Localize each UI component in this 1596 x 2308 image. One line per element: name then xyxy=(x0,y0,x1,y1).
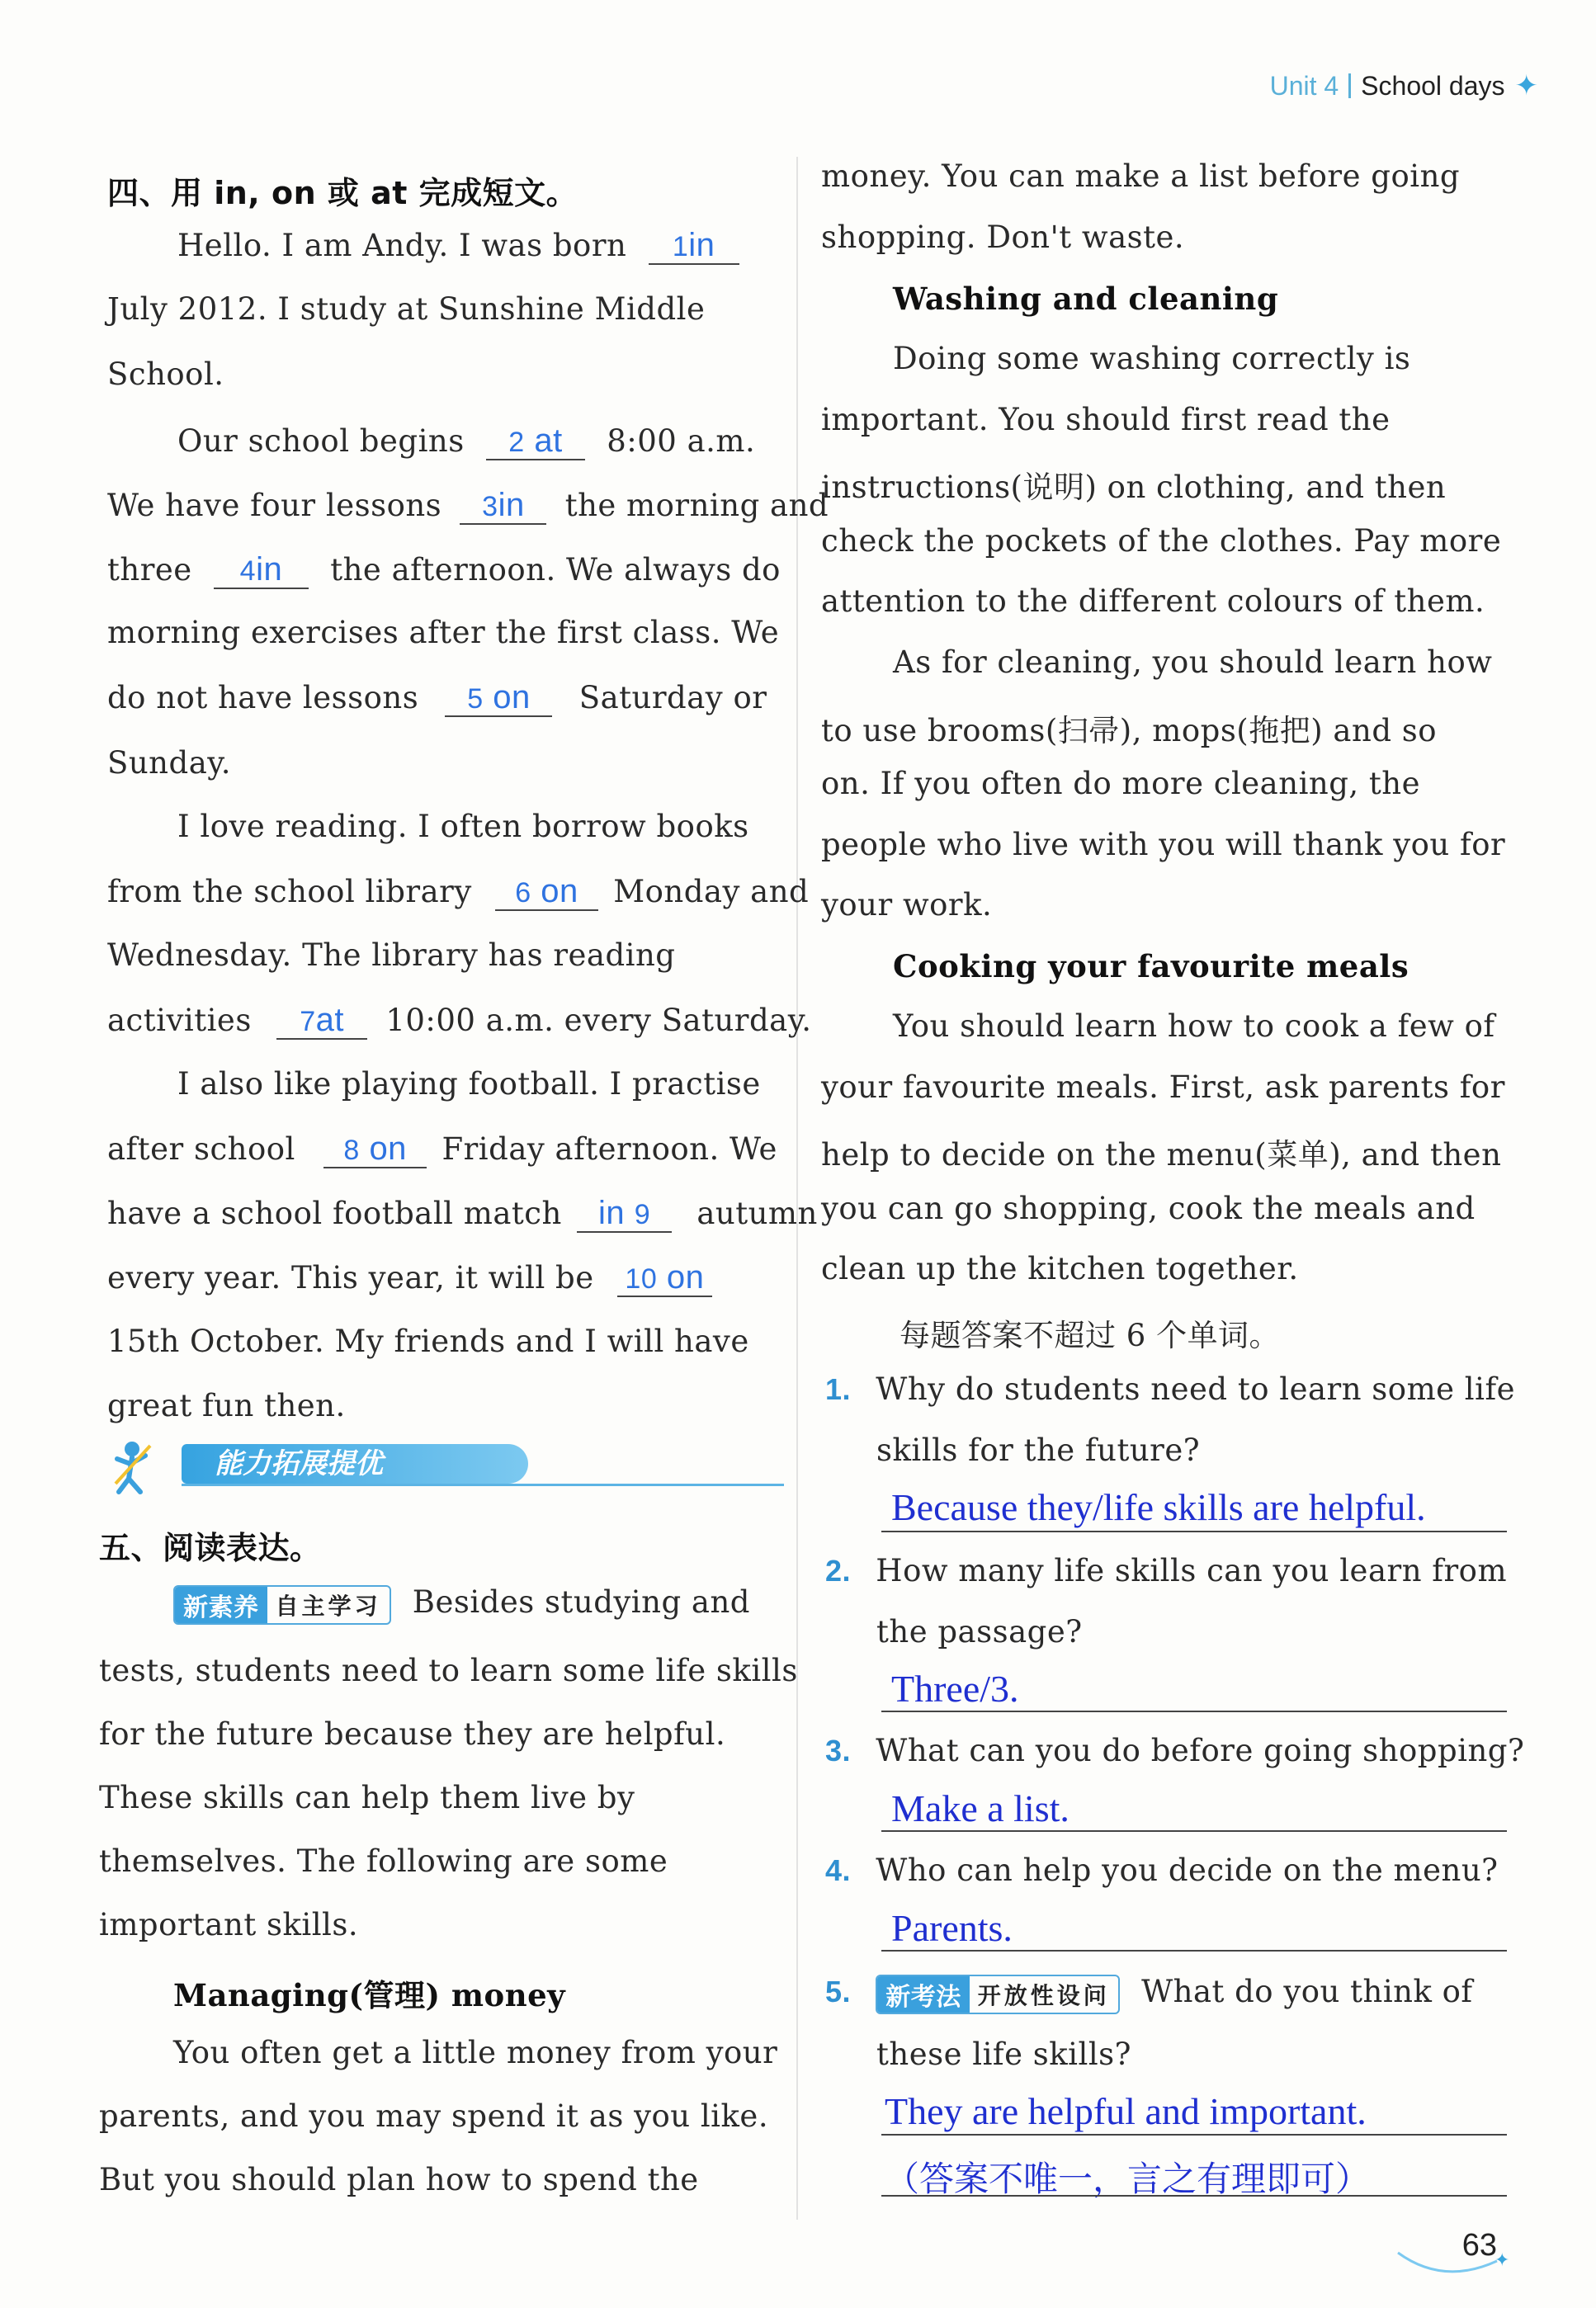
r1-line4: These skills can help them live by xyxy=(99,1780,635,1815)
p1-line1: Hello. I am Andy. I was born 1in xyxy=(177,227,739,265)
rr-line12: your work. xyxy=(821,887,993,923)
r1-line6: important skills. xyxy=(99,1907,359,1942)
page-number: 63 xyxy=(1461,2228,1497,2263)
answer-3[interactable]: Make a list. xyxy=(891,1787,1070,1829)
svg-text:✦: ✦ xyxy=(1494,2250,1509,2271)
question-2: 2. How many life skills can you learn from xyxy=(825,1553,1508,1588)
rr-line10: on. If you often do more cleaning, the xyxy=(821,766,1421,801)
rr-line8: As for cleaning, you should learn how xyxy=(893,644,1493,680)
blank-1: 1in xyxy=(649,227,739,265)
rr-line3: Doing some washing correctly is xyxy=(893,341,1411,376)
question-5: 5. 新考法 开放性设问 What do you think of xyxy=(825,1974,1473,2014)
rr-line2: shopping. Don't waste. xyxy=(821,219,1185,255)
p2-line1: Our school begins 2 at 8:00 a.m. xyxy=(177,422,756,459)
p3-line4: activities 7at 10:00 a.m. every Saturday. xyxy=(107,1002,812,1038)
answer-4[interactable]: Parents. xyxy=(891,1907,1013,1949)
p2-line5: do not have lessons 5 on Saturday or xyxy=(107,679,767,715)
p4-line4: every year. This year, it will be 10 on xyxy=(107,1259,712,1297)
blank-8: 8 on xyxy=(323,1130,427,1168)
blank-10: 10 on xyxy=(617,1259,712,1297)
p4-line6: great fun then. xyxy=(107,1388,346,1423)
header-separator xyxy=(1348,73,1351,98)
blank-6: 6 on xyxy=(495,873,598,911)
banner-rule xyxy=(182,1484,784,1486)
unit-label: Unit 4 xyxy=(1269,70,1339,101)
answer-5[interactable]: They are helpful and important. xyxy=(885,2090,1367,2132)
r1-line2: tests, students need to learn some life skills xyxy=(99,1653,798,1688)
question-2-cont: the passage? xyxy=(876,1614,1083,1650)
sparkle-icon: ✦ xyxy=(1514,70,1538,101)
rr-line13: You should learn how to cook a few of xyxy=(893,1008,1495,1044)
blank-3: 3in xyxy=(460,487,546,525)
blank-9: in 9 xyxy=(577,1195,672,1233)
blank-5: 5 on xyxy=(445,679,552,717)
answer-5-note: （答案不唯一，言之有理即可） xyxy=(885,2159,1371,2199)
section5-title: 五、阅读表达。 xyxy=(99,1530,322,1566)
r2-line1: You often get a little money from your xyxy=(173,2035,778,2070)
column-divider xyxy=(796,157,798,2220)
r1-line5: themselves. The following are some xyxy=(99,1843,668,1879)
badge-new-exam: 新考法 开放性设问 xyxy=(876,1975,1120,2014)
r2-line3: But you should plan how to spend the xyxy=(99,2162,699,2197)
question-4: 4. Who can help you decide on the menu? xyxy=(825,1853,1499,1888)
badge-self-study: 新素养 自主学习 xyxy=(173,1585,391,1625)
question-1-cont: skills for the future? xyxy=(876,1432,1201,1468)
rr-line5: instructions(说明) on clothing, and then xyxy=(821,470,1447,505)
p2-line2: We have four lessons 3in the morning and xyxy=(107,487,829,523)
running-header xyxy=(1270,69,1538,102)
p3-line2: from the school library 6 on Monday and xyxy=(107,873,810,909)
question-1: 1. Why do students need to learn some life xyxy=(825,1371,1516,1407)
answer-4-line xyxy=(881,1950,1507,1952)
banner-title: 能力拓展提优 xyxy=(182,1444,528,1484)
answer-2[interactable]: Three/3. xyxy=(891,1668,1019,1710)
p4-line3: have a school football match in 9 autumn xyxy=(107,1195,818,1231)
question-5-cont: these life skills? xyxy=(876,2037,1131,2072)
p4-line2: after school 8 on Friday afternoon. We xyxy=(107,1130,777,1167)
r2-line2: parents, and you may spend it as you like. xyxy=(99,2098,769,2134)
p3-line1: I love reading. I often borrow books xyxy=(177,809,749,844)
p2-line4: morning exercises after the first class. We xyxy=(107,615,780,650)
rr-line17: clean up the kitchen together. xyxy=(821,1251,1299,1286)
blank-2: 2 at xyxy=(486,422,585,460)
answer-3-line xyxy=(881,1830,1507,1832)
r1-line3: for the future because they are helpful. xyxy=(99,1716,726,1752)
subheading-cooking: Cooking your favourite meals xyxy=(893,948,1409,984)
p4-line5: 15th October. My friends and I will have xyxy=(107,1324,749,1359)
answer-2-line xyxy=(881,1711,1507,1712)
p1-line2: July 2012. I study at Sunshine Middle xyxy=(107,291,706,327)
rr-line11: people who live with you will thank you for xyxy=(821,827,1506,862)
instruction: 每题答案不超过 6 个单词。 xyxy=(900,1318,1281,1353)
rr-line14: your favourite meals. First, ask parents for xyxy=(821,1069,1505,1105)
question-3: 3. What can you do before going shopping? xyxy=(825,1733,1525,1768)
runner-icon xyxy=(107,1437,173,1495)
rr-line9: to use brooms(扫帚), mops(拖把) and so xyxy=(821,713,1438,748)
subheading-washing: Washing and cleaning xyxy=(893,281,1279,317)
blank-4: 4in xyxy=(214,551,309,589)
section-banner xyxy=(107,1437,784,1495)
answer-5-line2 xyxy=(881,2195,1507,2197)
answer-1-line xyxy=(881,1531,1507,1532)
rr-line1: money. You can make a list before going xyxy=(821,158,1461,194)
answer-5-line xyxy=(881,2134,1507,2136)
rr-line15: help to decide on the menu(菜单), and then xyxy=(821,1137,1502,1173)
p2-line3: three 4in the afternoon. We always do xyxy=(107,551,781,588)
p3-line3: Wednesday. The library has reading xyxy=(107,937,676,973)
blank-7: 7at xyxy=(276,1002,367,1040)
rr-line4: important. You should first read the xyxy=(821,402,1391,437)
unit-title: School days xyxy=(1361,70,1505,101)
r1-line1: 新素养 自主学习 Besides studying and xyxy=(173,1584,750,1625)
subheading-managing-money: Managing(管理) money xyxy=(173,1977,566,2013)
p1-line3: School. xyxy=(107,356,224,392)
answer-1[interactable]: Because they/life skills are helpful. xyxy=(891,1486,1426,1528)
rr-line6: check the pockets of the clothes. Pay more xyxy=(821,523,1502,559)
rr-line7: attention to the different colours of them. xyxy=(821,583,1485,619)
section4-title: 四、用 in, on 或 at 完成短文。 xyxy=(107,175,578,211)
p2-line6: Sunday. xyxy=(107,745,232,781)
p4-line1: I also like playing football. I practise xyxy=(177,1066,761,1102)
rr-line16: you can go shopping, cook the meals and xyxy=(821,1191,1476,1226)
